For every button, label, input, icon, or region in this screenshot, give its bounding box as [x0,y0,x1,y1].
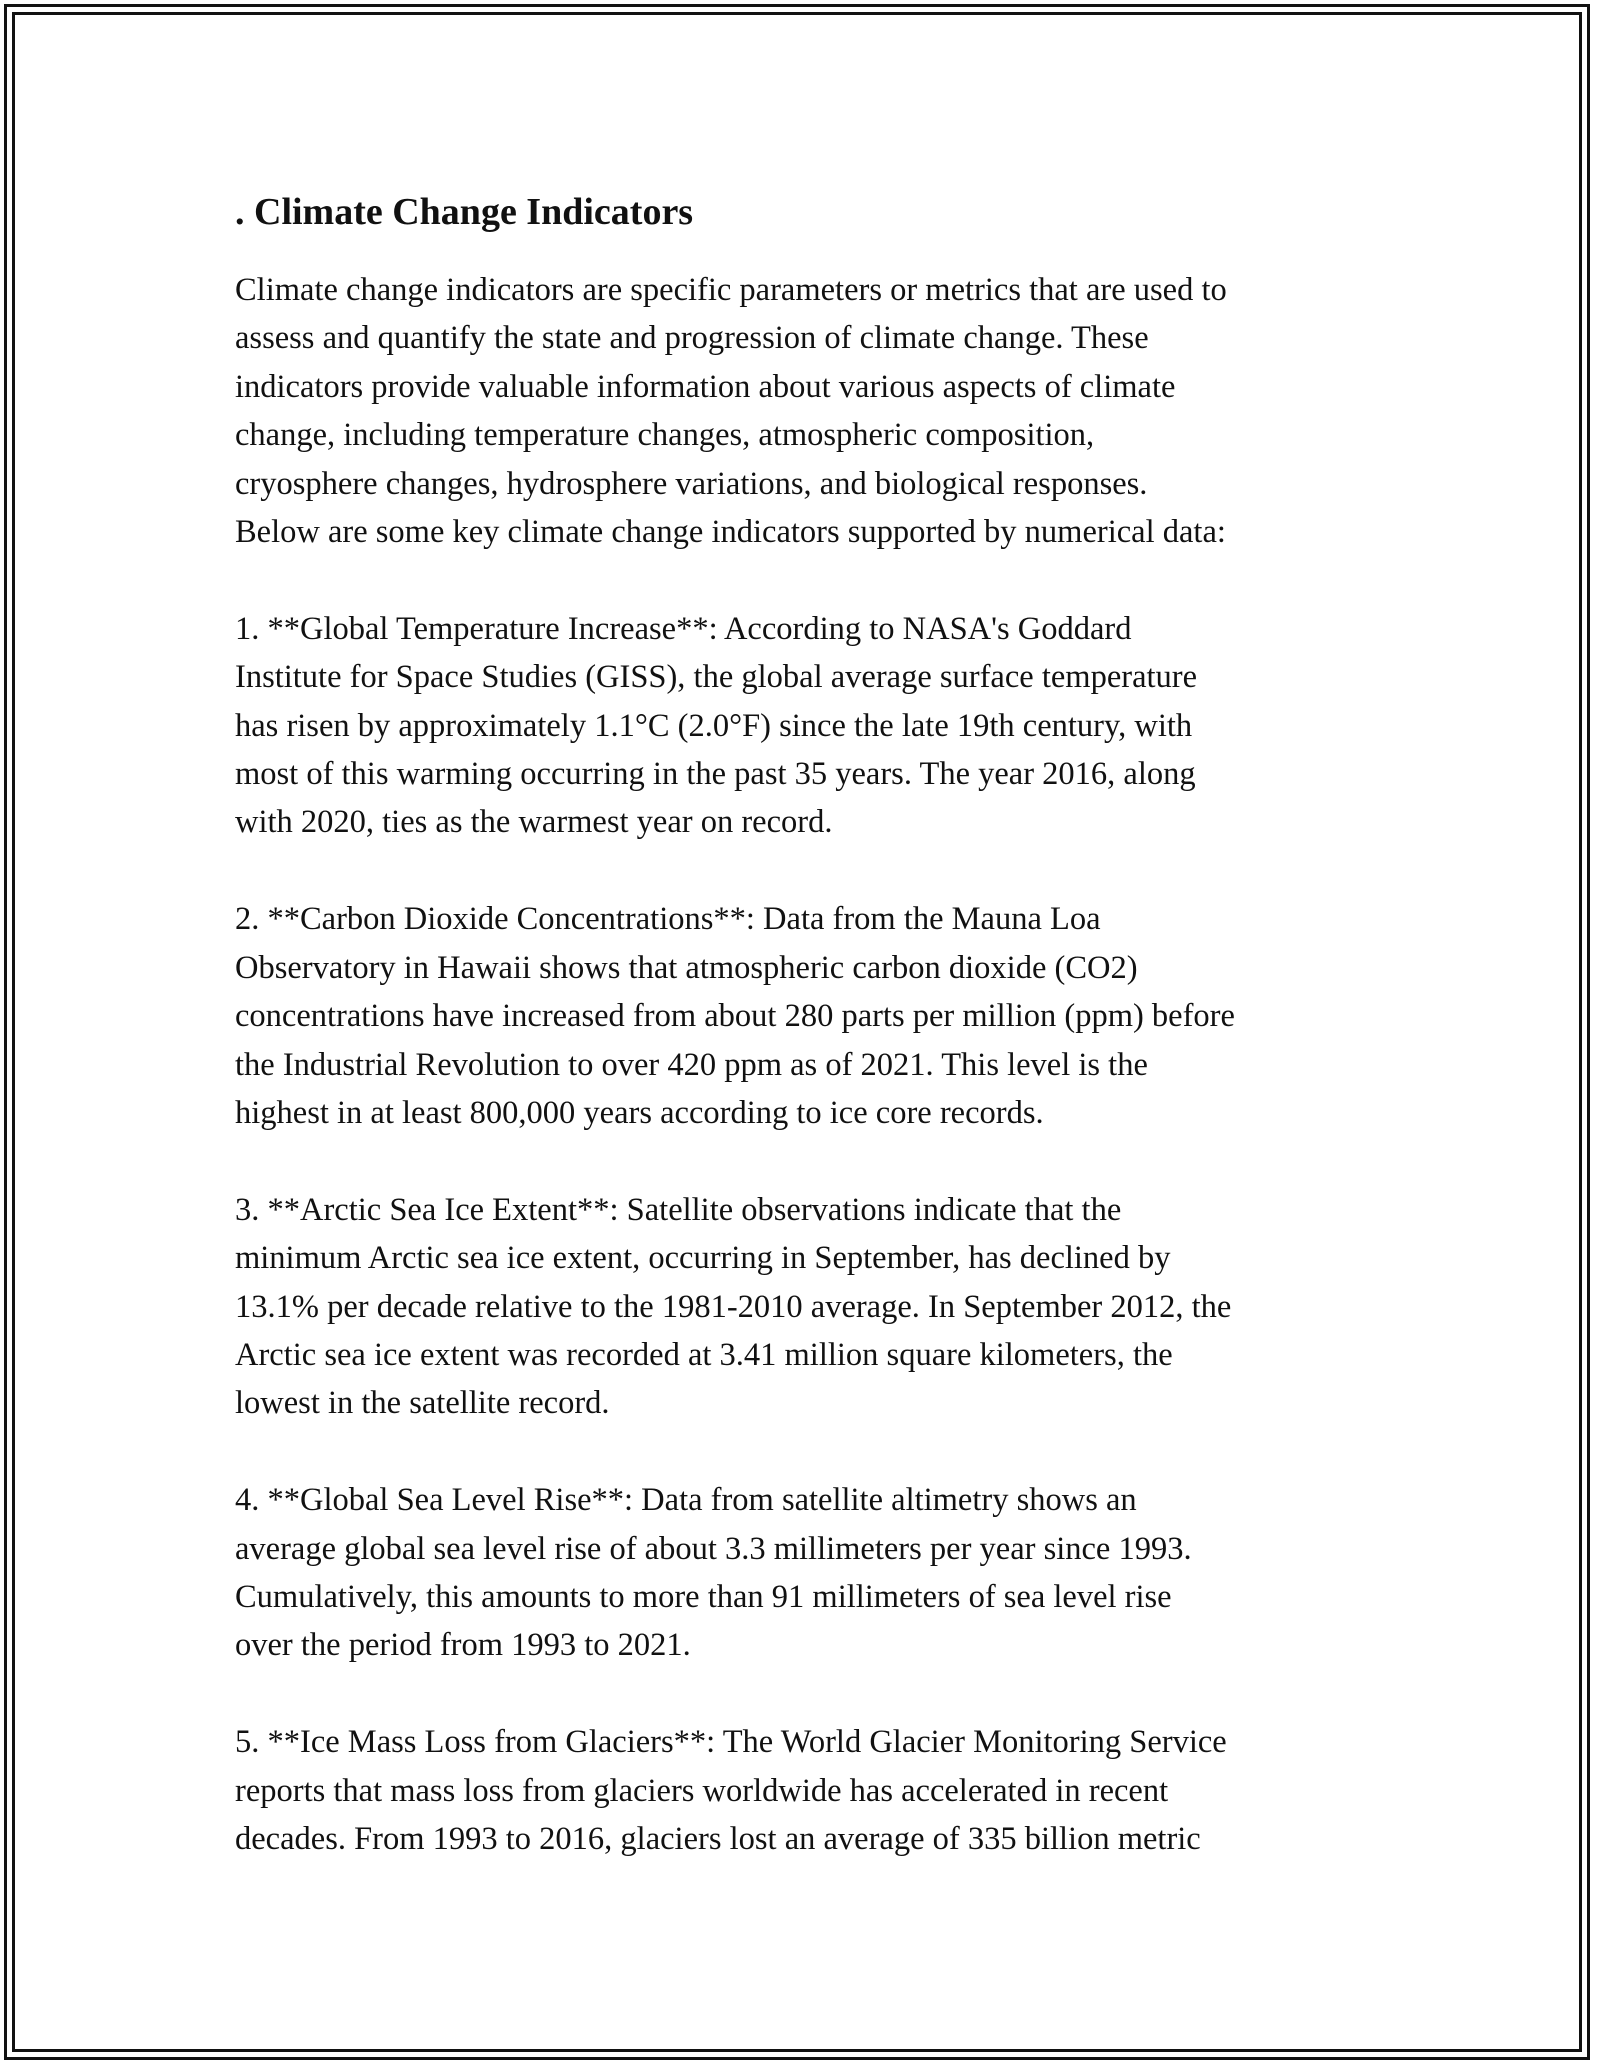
document-body: Climate change indicators are specific parameters or metrics that are used to assess and quantify the state and progression of climate change. These indicators provide valuable information about various aspects of climate change, including temperature changes, atmospheric composition, cryosphere changes, hydrosphere variations, and biological responses. Below are some key climate change indicators supported by numerical data: 1. **Global Temperature Increase**: According to NASA's Goddard Institute for Space Studies (GISS), the global average surface temperature has risen by approximately 1.1°C (2.0°F) since the late 19th century, with most of this warming occurring in the past 35 years. The year 2016, along with 2020, ties as the warmest year on record. 2. **Carbon Dioxide Concentrations**: Data from the Mauna Loa Observatory in Hawaii shows that atmospheric carbon dioxide (CO2) concentrations have increased from about 280 parts per million (ppm) before the Industrial Revolution to over 420 ppm as of 2021. This level is the highest in at least 800,000 years according to ice core records. 3. **Arctic Sea Ice Extent**: Satellite observations indicate that the minimum Arctic sea ice extent, occurring in September, has declined by 13.1% per decade relative to the 1981-2010 average. In September 2012, the Arctic sea ice extent was recorded at 3.41 million square kilometers, the lowest in the satellite record. 4. **Global Sea Level Rise**: Data from satellite altimetry shows an average global sea level rise of about 3.3 millimeters per year since 1993. Cumulatively, this amounts to more than 91 millimeters of sea level rise over the period from 1993 to 2021. 5. **Ice Mass Loss from Glaciers**: The World Glacier Monitoring Service reports that mass loss from glaciers worldwide has accelerated in recent decades. From 1993 to 2016, glaciers lost an average of 335 billion metric [235,272,1235,1857]
document-title: . Climate Change Indicators [235,191,694,233]
document-content [235,188,1375,1863]
